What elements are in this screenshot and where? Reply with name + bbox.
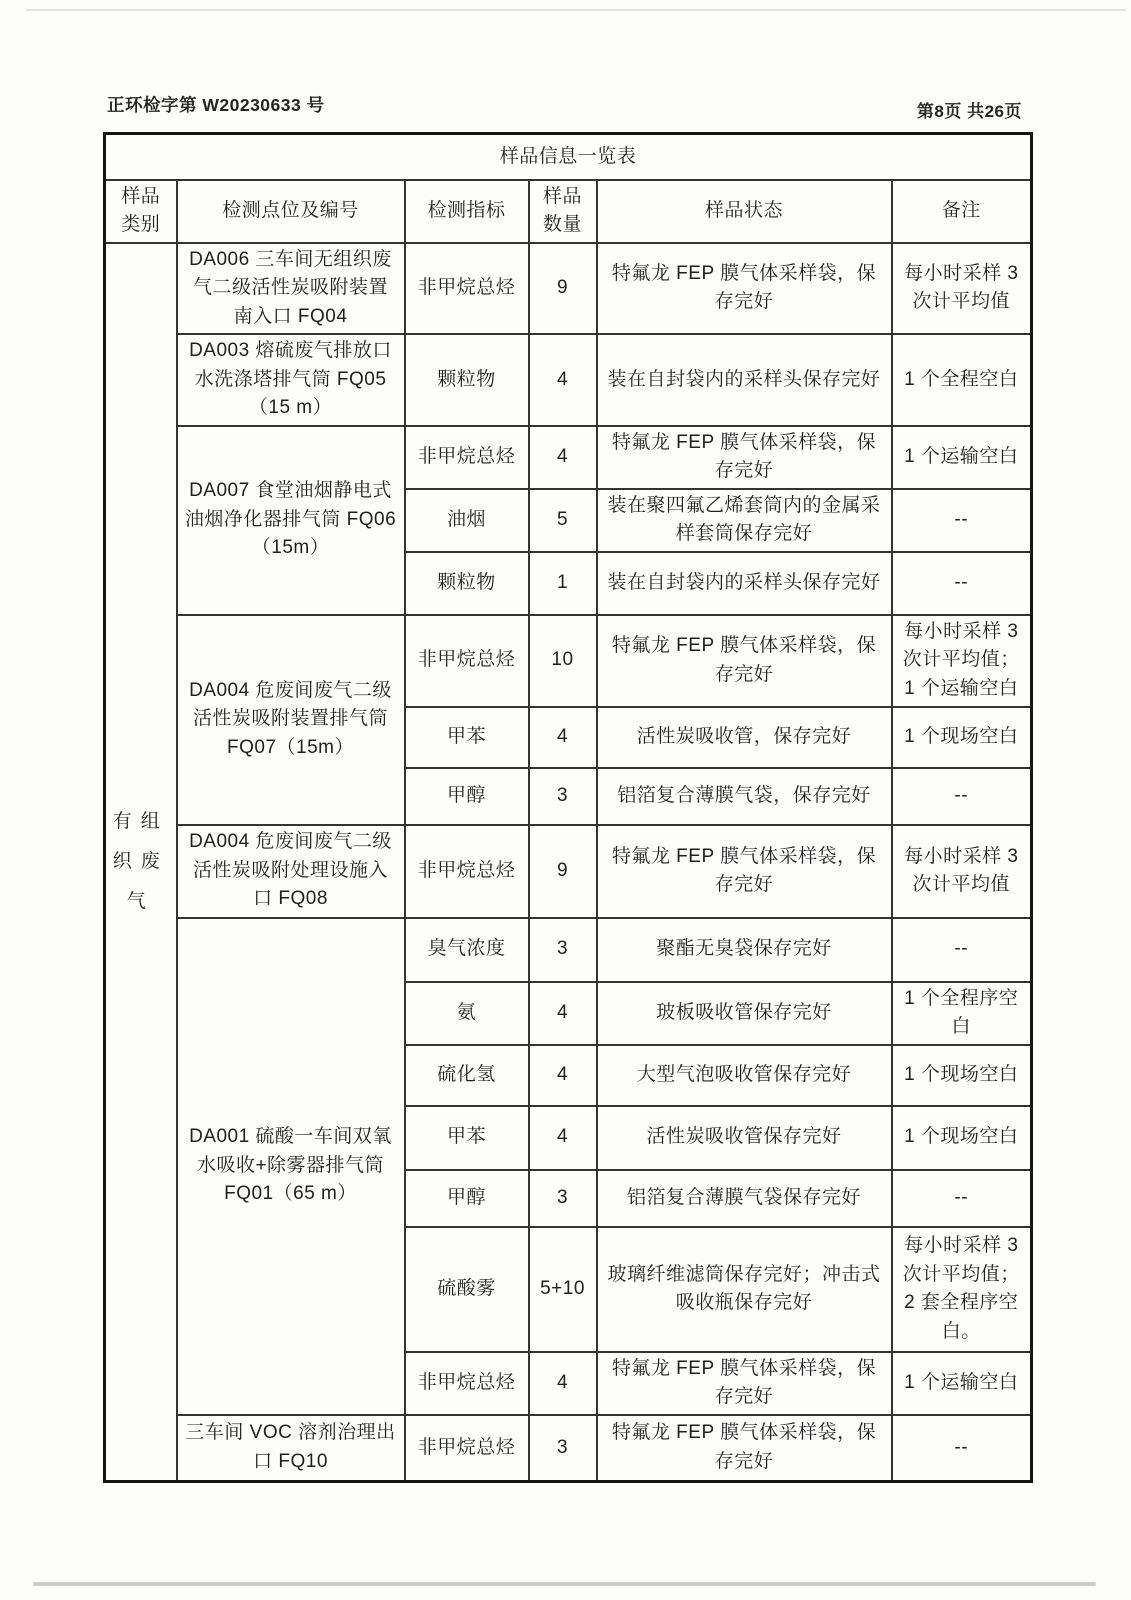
table-title: 样品信息一览表 — [105, 134, 1032, 180]
indicator-cell: 非甲烷总烃 — [405, 1415, 529, 1482]
quantity-cell: 9 — [529, 825, 597, 918]
indicator-cell: 甲醇 — [405, 1170, 529, 1227]
table-row — [105, 918, 1032, 982]
point-cell: DA007 食堂油烟静电式油烟净化器排气筒 FQ06（15m） — [177, 426, 405, 615]
status-cell: 活性炭吸收管保存完好 — [597, 1106, 892, 1170]
quantity-cell: 4 — [529, 1106, 597, 1170]
point-cell: DA006 三车间无组织废气二级活性炭吸附装置南入口 FQ04 — [177, 243, 405, 335]
point-cell: DA001 硫酸一车间双氧水吸收+除雾器排气筒 FQ01（65 m） — [177, 918, 405, 1415]
indicator-cell: 氨 — [405, 982, 529, 1045]
remark-cell: 1 个现场空白 — [892, 1106, 1032, 1170]
col-header-status: 样品状态 — [597, 180, 892, 243]
remark-cell: -- — [892, 768, 1032, 825]
remark-cell: 1 个全程序空白 — [892, 982, 1032, 1045]
col-header-category: 样品类别 — [105, 180, 177, 243]
status-cell: 特氟龙 FEP 膜气体采样袋，保存完好 — [597, 615, 892, 707]
col-header-point: 检测点位及编号 — [177, 180, 405, 243]
point-cell: DA003 熔硫废气排放口水洗涤塔排气筒 FQ05（15 m） — [177, 334, 405, 426]
status-cell: 特氟龙 FEP 膜气体采样袋，保存完好 — [597, 825, 892, 918]
scan-edge-top — [26, 9, 1126, 11]
remark-cell: 1 个运输空白 — [892, 426, 1032, 489]
quantity-cell: 9 — [529, 243, 597, 335]
point-cell: DA004 危废间废气二级活性炭吸附装置排气筒 FQ07（15m） — [177, 615, 405, 825]
status-cell: 聚酯无臭袋保存完好 — [597, 918, 892, 982]
page-indicator: 第8页 共26页 — [916, 102, 1022, 121]
indicator-cell: 甲苯 — [405, 707, 529, 768]
quantity-cell: 5+10 — [529, 1227, 597, 1352]
status-cell: 特氟龙 FEP 膜气体采样袋，保存完好 — [597, 1415, 892, 1482]
doc-number: 正环检字第 W20230633 号 — [107, 95, 325, 115]
remark-cell: -- — [892, 489, 1032, 552]
status-cell: 特氟龙 FEP 膜气体采样袋，保存完好 — [597, 1352, 892, 1415]
indicator-cell: 硫酸雾 — [405, 1227, 529, 1352]
status-cell: 活性炭吸收管，保存完好 — [597, 707, 892, 768]
quantity-cell: 3 — [529, 1170, 597, 1227]
sample-info-table — [103, 132, 1033, 1483]
point-cell: DA004 危废间废气二级活性炭吸附处理设施入口 FQ08 — [177, 825, 405, 918]
remark-cell: 每小时采样 3 次计平均值 — [892, 243, 1032, 335]
remark-cell: -- — [892, 552, 1032, 615]
category-cell — [105, 243, 177, 1482]
status-cell: 装在聚四氟乙烯套筒内的金属采样套筒保存完好 — [597, 489, 892, 552]
indicator-cell: 油烟 — [405, 489, 529, 552]
status-cell: 大型气泡吸收管保存完好 — [597, 1045, 892, 1106]
remark-cell: 每小时采样 3 次计平均值；2 套全程序空白。 — [892, 1227, 1032, 1352]
quantity-cell: 4 — [529, 334, 597, 426]
indicator-cell: 颗粒物 — [405, 334, 529, 426]
indicator-cell: 非甲烷总烃 — [405, 243, 529, 335]
remark-cell: 1 个全程空白 — [892, 334, 1032, 426]
col-header-indicator: 检测指标 — [405, 180, 529, 243]
remark-cell: 1 个现场空白 — [892, 707, 1032, 768]
indicator-cell: 甲苯 — [405, 1106, 529, 1170]
table-row — [105, 1415, 1032, 1482]
quantity-cell: 4 — [529, 982, 597, 1045]
quantity-cell: 4 — [529, 1352, 597, 1415]
status-cell: 特氟龙 FEP 膜气体采样袋，保存完好 — [597, 426, 892, 489]
quantity-cell: 4 — [529, 426, 597, 489]
status-cell: 特氟龙 FEP 膜气体采样袋，保存完好 — [597, 243, 892, 335]
indicator-cell: 非甲烷总烃 — [405, 1352, 529, 1415]
status-cell: 装在自封袋内的采样头保存完好 — [597, 552, 892, 615]
quantity-cell: 3 — [529, 1415, 597, 1482]
status-cell: 装在自封袋内的采样头保存完好 — [597, 334, 892, 426]
remark-cell: -- — [892, 1170, 1032, 1227]
status-cell: 铝箔复合薄膜气袋，保存完好 — [597, 768, 892, 825]
remark-cell: 1 个现场空白 — [892, 1045, 1032, 1106]
quantity-cell: 3 — [529, 918, 597, 982]
table-header-row — [105, 180, 1032, 243]
quantity-cell: 4 — [529, 1045, 597, 1106]
remark-cell: 每小时采样 3 次计平均值；1 个运输空白 — [892, 615, 1032, 707]
indicator-cell: 颗粒物 — [405, 552, 529, 615]
status-cell: 玻璃纤维滤筒保存完好；冲击式吸收瓶保存完好 — [597, 1227, 892, 1352]
table-row — [105, 825, 1032, 918]
scan-edge-bottom — [33, 1582, 1096, 1586]
table-row — [105, 334, 1032, 426]
table-row — [105, 243, 1032, 335]
quantity-cell: 1 — [529, 552, 597, 615]
quantity-cell: 10 — [529, 615, 597, 707]
indicator-cell: 非甲烷总烃 — [405, 615, 529, 707]
quantity-cell: 5 — [529, 489, 597, 552]
table-row — [105, 426, 1032, 489]
col-header-quantity: 样品数量 — [529, 180, 597, 243]
quantity-cell: 3 — [529, 768, 597, 825]
status-cell: 铝箔复合薄膜气袋保存完好 — [597, 1170, 892, 1227]
remark-cell: 1 个运输空白 — [892, 1352, 1032, 1415]
indicator-cell: 硫化氢 — [405, 1045, 529, 1106]
indicator-cell: 甲醇 — [405, 768, 529, 825]
quantity-cell: 4 — [529, 707, 597, 768]
table-row — [105, 615, 1032, 707]
indicator-cell: 非甲烷总烃 — [405, 426, 529, 489]
status-cell: 玻板吸收管保存完好 — [597, 982, 892, 1045]
remark-cell: -- — [892, 918, 1032, 982]
category-label: 有组织废气 — [112, 810, 169, 912]
remark-cell: -- — [892, 1415, 1032, 1482]
table-title-row — [105, 134, 1032, 180]
remark-cell: 每小时采样 3 次计平均值 — [892, 825, 1032, 918]
col-header-remark: 备注 — [892, 180, 1032, 243]
point-cell: 三车间 VOC 溶剂治理出口 FQ10 — [177, 1415, 405, 1482]
indicator-cell: 臭气浓度 — [405, 918, 529, 982]
indicator-cell: 非甲烷总烃 — [405, 825, 529, 918]
